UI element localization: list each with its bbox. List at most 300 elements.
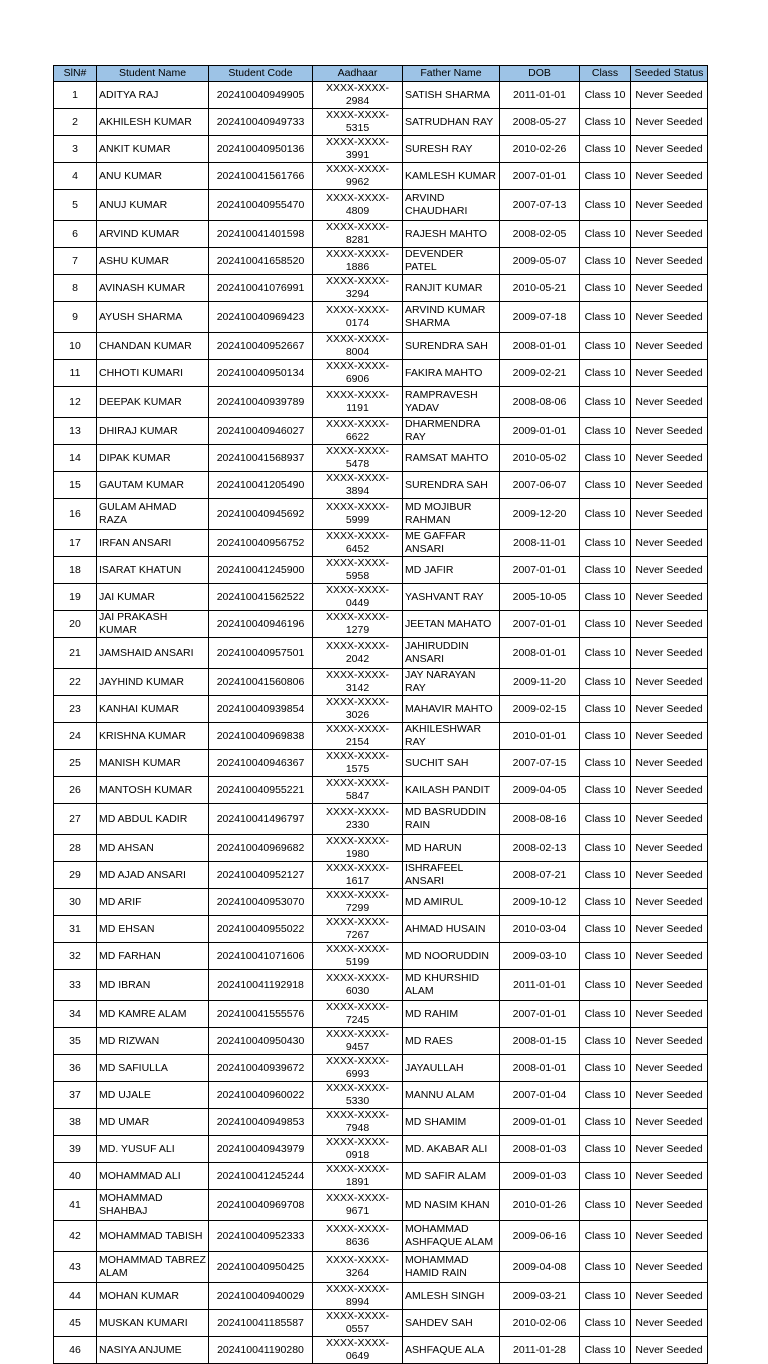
cell-aadhaar: XXXX-XXXX-4809 (313, 190, 403, 221)
table-row (54, 136, 708, 163)
cell-serial: 42 (54, 1221, 97, 1252)
cell-serial: 32 (54, 943, 97, 970)
table-row (54, 1082, 708, 1109)
cell-student-name: MOHAMMAD TABREZ ALAM (97, 1252, 209, 1283)
cell-aadhaar: XXXX-XXXX-1279 (313, 611, 403, 638)
cell-serial: 9 (54, 302, 97, 333)
cell-student-code: 202410040939672 (209, 1055, 313, 1082)
cell-serial: 12 (54, 387, 97, 418)
cell-class: Class 10 (580, 889, 631, 916)
cell-student-name: ADITYA RAJ (97, 82, 209, 109)
table-row (54, 970, 708, 1001)
cell-class: Class 10 (580, 387, 631, 418)
table-row (54, 638, 708, 669)
header-row (54, 66, 708, 82)
cell-student-code: 202410040950430 (209, 1028, 313, 1055)
cell-serial: 5 (54, 190, 97, 221)
cell-dob: 2008-08-06 (500, 387, 580, 418)
table-body (54, 82, 708, 1364)
cell-seeded-status: Never Seeded (631, 1252, 708, 1283)
cell-student-code: 202410040969838 (209, 723, 313, 750)
cell-dob: 2011-01-01 (500, 970, 580, 1001)
header-father-name: Father Name (403, 66, 500, 82)
cell-student-name: MD EHSAN (97, 916, 209, 943)
cell-student-code: 202410040969423 (209, 302, 313, 333)
cell-aadhaar: XXXX-XXXX-5999 (313, 499, 403, 530)
cell-serial: 28 (54, 835, 97, 862)
cell-seeded-status: Never Seeded (631, 943, 708, 970)
cell-aadhaar: XXXX-XXXX-5478 (313, 445, 403, 472)
cell-class: Class 10 (580, 862, 631, 889)
cell-aadhaar: XXXX-XXXX-8004 (313, 333, 403, 360)
cell-father-name: RAJESH MAHTO (403, 221, 500, 248)
cell-serial: 25 (54, 750, 97, 777)
cell-class: Class 10 (580, 1001, 631, 1028)
cell-seeded-status: Never Seeded (631, 1136, 708, 1163)
cell-seeded-status: Never Seeded (631, 696, 708, 723)
cell-dob: 2008-02-05 (500, 221, 580, 248)
cell-student-name: ANUJ KUMAR (97, 190, 209, 221)
cell-serial: 31 (54, 916, 97, 943)
cell-class: Class 10 (580, 499, 631, 530)
cell-class: Class 10 (580, 1252, 631, 1283)
cell-father-name: AKHILESHWAR RAY (403, 723, 500, 750)
cell-aadhaar: XXXX-XXXX-3264 (313, 1252, 403, 1283)
cell-dob: 2010-03-04 (500, 916, 580, 943)
cell-student-name: MD KAMRE ALAM (97, 1001, 209, 1028)
table-row (54, 275, 708, 302)
cell-father-name: SURENDRA SAH (403, 472, 500, 499)
table-row (54, 248, 708, 275)
cell-father-name: JAY NARAYAN RAY (403, 669, 500, 696)
cell-student-code: 202410041658520 (209, 248, 313, 275)
cell-student-name: ARVIND KUMAR (97, 221, 209, 248)
cell-father-name: ME GAFFAR ANSARI (403, 530, 500, 557)
cell-serial: 11 (54, 360, 97, 387)
table-row (54, 1221, 708, 1252)
table-row (54, 723, 708, 750)
cell-seeded-status: Never Seeded (631, 1055, 708, 1082)
cell-aadhaar: XXXX-XXXX-7245 (313, 1001, 403, 1028)
cell-dob: 2007-01-01 (500, 163, 580, 190)
cell-student-code: 202410040969682 (209, 835, 313, 862)
table-row (54, 1163, 708, 1190)
cell-seeded-status: Never Seeded (631, 970, 708, 1001)
cell-father-name: MOHAMMAD ASHFAQUE ALAM (403, 1221, 500, 1252)
table-row (54, 1001, 708, 1028)
cell-student-name: ANU KUMAR (97, 163, 209, 190)
cell-dob: 2009-06-16 (500, 1221, 580, 1252)
cell-seeded-status: Never Seeded (631, 530, 708, 557)
cell-dob: 2010-02-06 (500, 1310, 580, 1337)
cell-class: Class 10 (580, 970, 631, 1001)
cell-class: Class 10 (580, 1221, 631, 1252)
cell-father-name: SURENDRA SAH (403, 333, 500, 360)
cell-aadhaar: XXXX-XXXX-9671 (313, 1190, 403, 1221)
cell-father-name: DHARMENDRA RAY (403, 418, 500, 445)
cell-class: Class 10 (580, 557, 631, 584)
cell-seeded-status: Never Seeded (631, 777, 708, 804)
cell-father-name: MD SAFIR ALAM (403, 1163, 500, 1190)
cell-seeded-status: Never Seeded (631, 275, 708, 302)
cell-aadhaar: XXXX-XXXX-6622 (313, 418, 403, 445)
table-row (54, 445, 708, 472)
cell-class: Class 10 (580, 418, 631, 445)
table-row (54, 190, 708, 221)
table-row (54, 1337, 708, 1364)
cell-student-name: DIPAK KUMAR (97, 445, 209, 472)
cell-student-name: ASHU KUMAR (97, 248, 209, 275)
cell-serial: 15 (54, 472, 97, 499)
cell-aadhaar: XXXX-XXXX-2154 (313, 723, 403, 750)
table-row (54, 82, 708, 109)
cell-student-code: 202410040960022 (209, 1082, 313, 1109)
cell-father-name: MD NOORUDDIN (403, 943, 500, 970)
cell-seeded-status: Never Seeded (631, 109, 708, 136)
cell-father-name: KAMLESH KUMAR (403, 163, 500, 190)
cell-father-name: MD. AKABAR ALI (403, 1136, 500, 1163)
cell-student-code: 202410041192918 (209, 970, 313, 1001)
cell-class: Class 10 (580, 302, 631, 333)
cell-father-name: MAHAVIR MAHTO (403, 696, 500, 723)
cell-seeded-status: Never Seeded (631, 1001, 708, 1028)
cell-aadhaar: XXXX-XXXX-5330 (313, 1082, 403, 1109)
cell-class: Class 10 (580, 696, 631, 723)
cell-student-code: 202410040945692 (209, 499, 313, 530)
cell-father-name: MD MOJIBUR RAHMAN (403, 499, 500, 530)
cell-dob: 2008-01-01 (500, 638, 580, 669)
cell-dob: 2008-01-01 (500, 333, 580, 360)
cell-aadhaar: XXXX-XXXX-8636 (313, 1221, 403, 1252)
cell-student-name: MD UMAR (97, 1109, 209, 1136)
cell-student-name: DHIRAJ KUMAR (97, 418, 209, 445)
table-row (54, 163, 708, 190)
cell-class: Class 10 (580, 777, 631, 804)
cell-student-name: MD UJALE (97, 1082, 209, 1109)
cell-serial: 35 (54, 1028, 97, 1055)
cell-dob: 2009-04-08 (500, 1252, 580, 1283)
cell-student-name: MOHAMMAD ALI (97, 1163, 209, 1190)
cell-serial: 23 (54, 696, 97, 723)
cell-student-name: MOHAMMAD SHAHBAJ (97, 1190, 209, 1221)
cell-class: Class 10 (580, 916, 631, 943)
cell-student-code: 202410040952667 (209, 333, 313, 360)
table-row (54, 1283, 708, 1310)
cell-class: Class 10 (580, 82, 631, 109)
cell-dob: 2007-07-15 (500, 750, 580, 777)
cell-class: Class 10 (580, 248, 631, 275)
cell-dob: 2008-05-27 (500, 109, 580, 136)
cell-serial: 7 (54, 248, 97, 275)
cell-student-name: MD ABDUL KADIR (97, 804, 209, 835)
cell-student-code: 202410040949905 (209, 82, 313, 109)
cell-class: Class 10 (580, 611, 631, 638)
cell-dob: 2009-10-12 (500, 889, 580, 916)
cell-student-code: 202410041185587 (209, 1310, 313, 1337)
cell-seeded-status: Never Seeded (631, 1028, 708, 1055)
table-row (54, 862, 708, 889)
cell-aadhaar: XXXX-XXXX-2042 (313, 638, 403, 669)
cell-seeded-status: Never Seeded (631, 1310, 708, 1337)
table-row (54, 1055, 708, 1082)
cell-student-code: 202410040950136 (209, 136, 313, 163)
table-row (54, 777, 708, 804)
cell-seeded-status: Never Seeded (631, 584, 708, 611)
cell-student-code: 202410041245244 (209, 1163, 313, 1190)
cell-father-name: AHMAD HUSAIN (403, 916, 500, 943)
cell-father-name: SAHDEV SAH (403, 1310, 500, 1337)
cell-serial: 29 (54, 862, 97, 889)
cell-class: Class 10 (580, 804, 631, 835)
cell-seeded-status: Never Seeded (631, 445, 708, 472)
cell-class: Class 10 (580, 136, 631, 163)
cell-class: Class 10 (580, 530, 631, 557)
cell-seeded-status: Never Seeded (631, 669, 708, 696)
cell-dob: 2008-08-16 (500, 804, 580, 835)
cell-student-code: 202410041076991 (209, 275, 313, 302)
cell-aadhaar: XXXX-XXXX-0918 (313, 1136, 403, 1163)
cell-father-name: FAKIRA MAHTO (403, 360, 500, 387)
cell-dob: 2008-01-15 (500, 1028, 580, 1055)
cell-student-code: 202410041496797 (209, 804, 313, 835)
cell-seeded-status: Never Seeded (631, 221, 708, 248)
cell-serial: 14 (54, 445, 97, 472)
cell-aadhaar: XXXX-XXXX-1886 (313, 248, 403, 275)
cell-dob: 2009-03-21 (500, 1283, 580, 1310)
cell-father-name: MD AMIRUL (403, 889, 500, 916)
cell-father-name: RAMPRAVESH YADAV (403, 387, 500, 418)
cell-class: Class 10 (580, 275, 631, 302)
cell-aadhaar: XXXX-XXXX-6993 (313, 1055, 403, 1082)
cell-student-code: 202410040949733 (209, 109, 313, 136)
cell-class: Class 10 (580, 835, 631, 862)
cell-student-name: AKHILESH KUMAR (97, 109, 209, 136)
table-row (54, 1252, 708, 1283)
cell-father-name: YASHVANT RAY (403, 584, 500, 611)
table-row (54, 360, 708, 387)
cell-class: Class 10 (580, 1337, 631, 1364)
cell-student-code: 202410040943979 (209, 1136, 313, 1163)
table-row (54, 530, 708, 557)
cell-serial: 26 (54, 777, 97, 804)
cell-father-name: SURESH RAY (403, 136, 500, 163)
cell-father-name: MOHAMMAD HAMID RAIN (403, 1252, 500, 1283)
cell-dob: 2007-01-01 (500, 557, 580, 584)
cell-dob: 2008-01-01 (500, 1055, 580, 1082)
cell-aadhaar: XXXX-XXXX-1980 (313, 835, 403, 862)
cell-serial: 20 (54, 611, 97, 638)
cell-aadhaar: XXXX-XXXX-7299 (313, 889, 403, 916)
cell-student-code: 202410041561766 (209, 163, 313, 190)
header-student-name: Student Name (97, 66, 209, 82)
cell-dob: 2009-05-07 (500, 248, 580, 275)
header-serial: SlN# (54, 66, 97, 82)
cell-serial: 8 (54, 275, 97, 302)
cell-student-code: 202410040955022 (209, 916, 313, 943)
cell-dob: 2010-01-26 (500, 1190, 580, 1221)
cell-father-name: SATRUDHAN RAY (403, 109, 500, 136)
cell-student-name: GAUTAM KUMAR (97, 472, 209, 499)
cell-serial: 40 (54, 1163, 97, 1190)
cell-seeded-status: Never Seeded (631, 723, 708, 750)
cell-student-name: KRISHNA KUMAR (97, 723, 209, 750)
cell-seeded-status: Never Seeded (631, 1190, 708, 1221)
cell-student-name: JAI KUMAR (97, 584, 209, 611)
cell-student-name: JAMSHAID ANSARI (97, 638, 209, 669)
table-row (54, 499, 708, 530)
cell-student-name: CHHOTI KUMARI (97, 360, 209, 387)
cell-student-name: ISARAT KHATUN (97, 557, 209, 584)
cell-dob: 2010-05-02 (500, 445, 580, 472)
cell-student-name: KANHAI KUMAR (97, 696, 209, 723)
cell-seeded-status: Never Seeded (631, 1337, 708, 1364)
cell-serial: 18 (54, 557, 97, 584)
cell-student-code: 202410040956752 (209, 530, 313, 557)
cell-dob: 2007-06-07 (500, 472, 580, 499)
cell-serial: 17 (54, 530, 97, 557)
cell-student-name: IRFAN ANSARI (97, 530, 209, 557)
cell-father-name: AMLESH SINGH (403, 1283, 500, 1310)
cell-aadhaar: XXXX-XXXX-3294 (313, 275, 403, 302)
cell-serial: 38 (54, 1109, 97, 1136)
cell-aadhaar: XXXX-XXXX-0174 (313, 302, 403, 333)
cell-serial: 34 (54, 1001, 97, 1028)
cell-seeded-status: Never Seeded (631, 1163, 708, 1190)
cell-dob: 2009-07-18 (500, 302, 580, 333)
cell-dob: 2009-01-01 (500, 1109, 580, 1136)
cell-seeded-status: Never Seeded (631, 804, 708, 835)
cell-serial: 24 (54, 723, 97, 750)
cell-serial: 41 (54, 1190, 97, 1221)
cell-student-name: MD RIZWAN (97, 1028, 209, 1055)
table-row (54, 804, 708, 835)
cell-serial: 36 (54, 1055, 97, 1082)
cell-serial: 13 (54, 418, 97, 445)
cell-aadhaar: XXXX-XXXX-6906 (313, 360, 403, 387)
cell-father-name: MD JAFIR (403, 557, 500, 584)
cell-student-name: MD AHSAN (97, 835, 209, 862)
cell-father-name: SUCHIT SAH (403, 750, 500, 777)
cell-aadhaar: XXXX-XXXX-3894 (313, 472, 403, 499)
cell-father-name: JAYAULLAH (403, 1055, 500, 1082)
cell-serial: 46 (54, 1337, 97, 1364)
cell-dob: 2011-01-28 (500, 1337, 580, 1364)
cell-father-name: JAHIRUDDIN ANSARI (403, 638, 500, 669)
cell-serial: 16 (54, 499, 97, 530)
cell-seeded-status: Never Seeded (631, 248, 708, 275)
cell-aadhaar: XXXX-XXXX-5958 (313, 557, 403, 584)
cell-serial: 27 (54, 804, 97, 835)
cell-student-name: MANTOSH KUMAR (97, 777, 209, 804)
cell-student-name: MANISH KUMAR (97, 750, 209, 777)
student-table-container (53, 65, 708, 1364)
cell-class: Class 10 (580, 109, 631, 136)
cell-dob: 2005-10-05 (500, 584, 580, 611)
cell-dob: 2009-01-03 (500, 1163, 580, 1190)
cell-aadhaar: XXXX-XXXX-5315 (313, 109, 403, 136)
cell-serial: 4 (54, 163, 97, 190)
cell-student-name: ANKIT KUMAR (97, 136, 209, 163)
cell-seeded-status: Never Seeded (631, 499, 708, 530)
cell-seeded-status: Never Seeded (631, 750, 708, 777)
cell-student-code: 202410041560806 (209, 669, 313, 696)
table-row (54, 696, 708, 723)
cell-aadhaar: XXXX-XXXX-5847 (313, 777, 403, 804)
cell-class: Class 10 (580, 723, 631, 750)
cell-seeded-status: Never Seeded (631, 916, 708, 943)
cell-student-code: 202410041245900 (209, 557, 313, 584)
cell-father-name: ISHRAFEEL ANSARI (403, 862, 500, 889)
cell-seeded-status: Never Seeded (631, 557, 708, 584)
cell-aadhaar: XXXX-XXXX-3026 (313, 696, 403, 723)
header-class: Class (580, 66, 631, 82)
cell-student-name: GULAM AHMAD RAZA (97, 499, 209, 530)
cell-aadhaar: XXXX-XXXX-2984 (313, 82, 403, 109)
cell-student-name: MD. YUSUF ALI (97, 1136, 209, 1163)
cell-student-name: MOHAMMAD TABISH (97, 1221, 209, 1252)
cell-class: Class 10 (580, 333, 631, 360)
cell-serial: 22 (54, 669, 97, 696)
cell-seeded-status: Never Seeded (631, 418, 708, 445)
cell-seeded-status: Never Seeded (631, 1082, 708, 1109)
cell-student-name: MD FARHAN (97, 943, 209, 970)
cell-seeded-status: Never Seeded (631, 387, 708, 418)
cell-student-name: DEEPAK KUMAR (97, 387, 209, 418)
table-row (54, 109, 708, 136)
cell-aadhaar: XXXX-XXXX-1617 (313, 862, 403, 889)
table-row (54, 1109, 708, 1136)
cell-student-name: JAI PRAKASH KUMAR (97, 611, 209, 638)
cell-class: Class 10 (580, 669, 631, 696)
cell-student-name: NASIYA ANJUME (97, 1337, 209, 1364)
cell-father-name: MD RAHIM (403, 1001, 500, 1028)
cell-dob: 2009-11-20 (500, 669, 580, 696)
cell-serial: 21 (54, 638, 97, 669)
cell-student-code: 202410041205490 (209, 472, 313, 499)
cell-serial: 1 (54, 82, 97, 109)
cell-father-name: MD RAES (403, 1028, 500, 1055)
cell-student-code: 202410040946027 (209, 418, 313, 445)
cell-seeded-status: Never Seeded (631, 472, 708, 499)
cell-father-name: ASHFAQUE ALA (403, 1337, 500, 1364)
cell-dob: 2009-03-10 (500, 943, 580, 970)
header-aadhaar: Aadhaar (313, 66, 403, 82)
cell-dob: 2011-01-01 (500, 82, 580, 109)
cell-student-code: 202410041190280 (209, 1337, 313, 1364)
table-row (54, 302, 708, 333)
cell-student-code: 202410040957501 (209, 638, 313, 669)
cell-serial: 10 (54, 333, 97, 360)
cell-father-name: ARVIND CHAUDHARI (403, 190, 500, 221)
cell-dob: 2009-01-01 (500, 418, 580, 445)
cell-student-code: 202410040955470 (209, 190, 313, 221)
cell-class: Class 10 (580, 943, 631, 970)
cell-serial: 33 (54, 970, 97, 1001)
table-row (54, 835, 708, 862)
cell-student-code: 202410040946196 (209, 611, 313, 638)
header-seeded-status: Seeded Status (631, 66, 708, 82)
cell-aadhaar: XXXX-XXXX-8994 (313, 1283, 403, 1310)
cell-class: Class 10 (580, 190, 631, 221)
table-row (54, 916, 708, 943)
cell-father-name: MD BASRUDDIN RAIN (403, 804, 500, 835)
cell-dob: 2007-01-01 (500, 611, 580, 638)
cell-dob: 2010-02-26 (500, 136, 580, 163)
cell-student-name: MOHAN KUMAR (97, 1283, 209, 1310)
cell-student-code: 202410041401598 (209, 221, 313, 248)
cell-serial: 43 (54, 1252, 97, 1283)
cell-student-name: JAYHIND KUMAR (97, 669, 209, 696)
